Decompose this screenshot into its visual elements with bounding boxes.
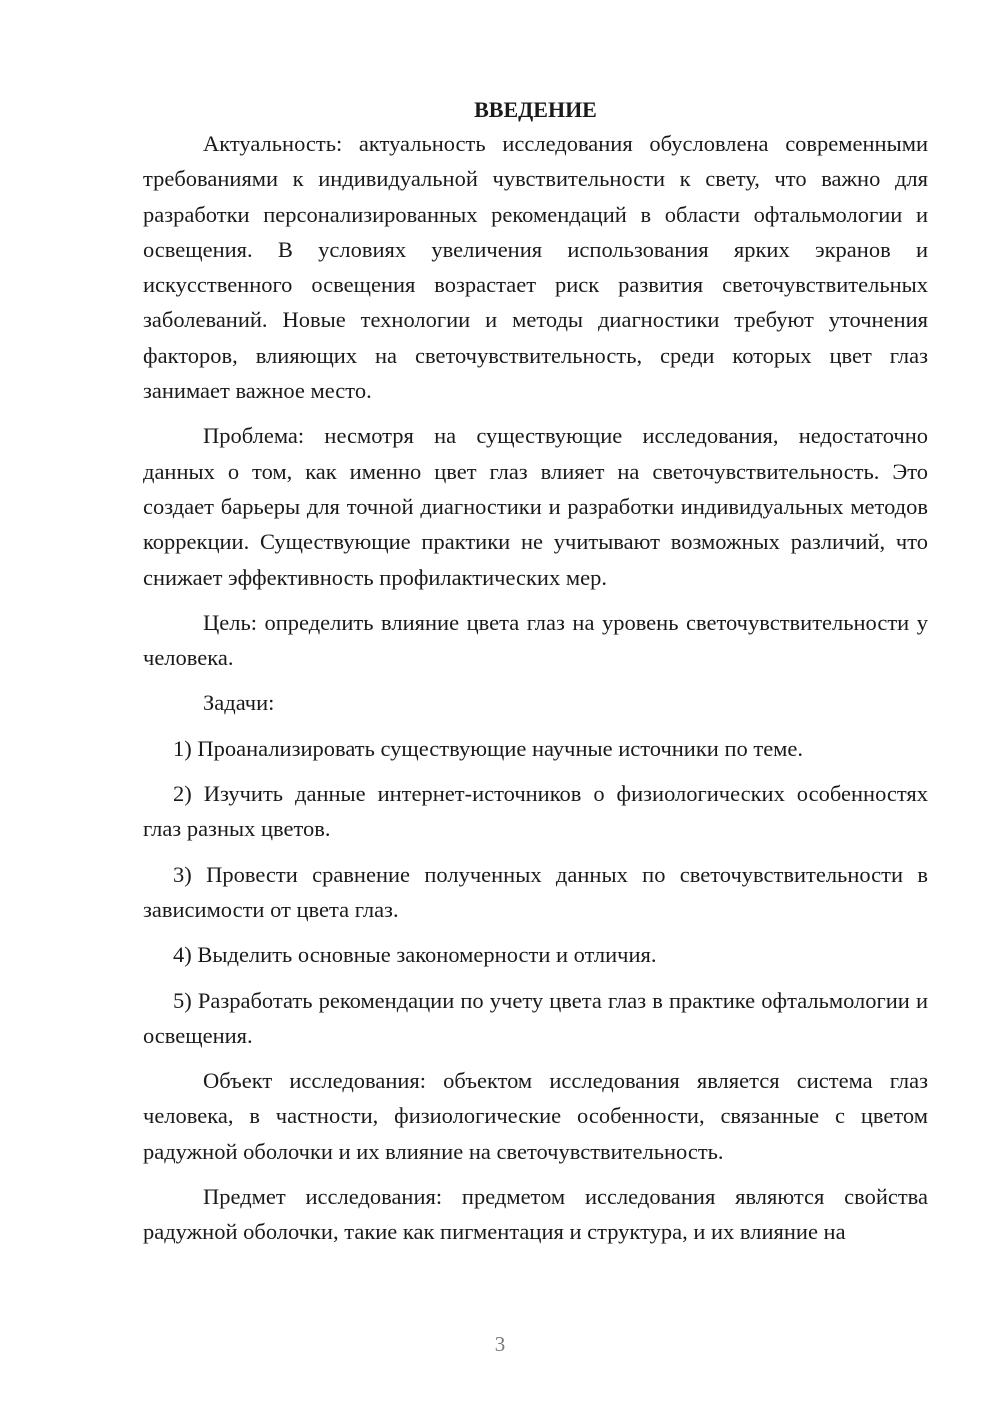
task-item-4: 4) Выделить основные закономерности и отличия. bbox=[173, 942, 657, 968]
task-item-3: 3) Провести сравнение полученных данных по светочувствительности в зависимости от цвета глаз. bbox=[143, 861, 928, 922]
paragraph-goal: Цель: определить влияние цвета глаз на уровень светочувствительности у человека. bbox=[143, 609, 928, 671]
paragraph-subject: Предмет исследования: предметом исследования являются свойства радужной оболочки, такие как пигментация и структура, и их влияние на bbox=[143, 1184, 928, 1245]
section-title: ВВЕДЕНИЕ bbox=[474, 97, 597, 122]
task-item-1: 1) Проанализировать существующие научные источники по теме. bbox=[173, 735, 804, 761]
task-item-5: 5) Разработать рекомендации по учету цвета глаз в практике офтальмологии и освещения. bbox=[143, 987, 928, 1048]
paragraph-problem: Проблема: несмотря на существующие исследования, недостаточно данных о том, как именно цвет глаз влияет на светочувствительность. Это создает барьеры для точной диагностики и разработки индивидуальных методов коррекции. Существующие практики не учитывают возможных различий, что снижает эффективность профилактических мер. bbox=[143, 423, 928, 590]
tasks-heading: Задачи: bbox=[203, 690, 275, 716]
document-page bbox=[143, 92, 928, 1260]
task-item-2: 2) Изучить данные интернет-источников о физиологических особенностях глаз разных цветов. bbox=[143, 781, 928, 842]
page-number: 3 bbox=[494, 1332, 506, 1356]
paragraph-object: Объект исследования: объектом исследования является система глаз человека, в частности, физиологические особенности, связанные с цветом радужной оболочки и их влияние на светочувствительность. bbox=[143, 1068, 928, 1164]
paragraph-relevance: Актуальность: актуальность исследования обусловлена современными требованиями к индивидуальной чувствительности к свету, что важно для разработки персонализированных рекомендаций в области офтальмологии и освещения. В условиях увеличения использования ярких экранов и искусственного освещения возрастает риск развития светочувствительных заболеваний. Новые технологии и методы диагностики требуют уточнения факторов, влияющих на светочувствительность, среди которых цвет глаз занимает важное место. bbox=[143, 131, 928, 404]
